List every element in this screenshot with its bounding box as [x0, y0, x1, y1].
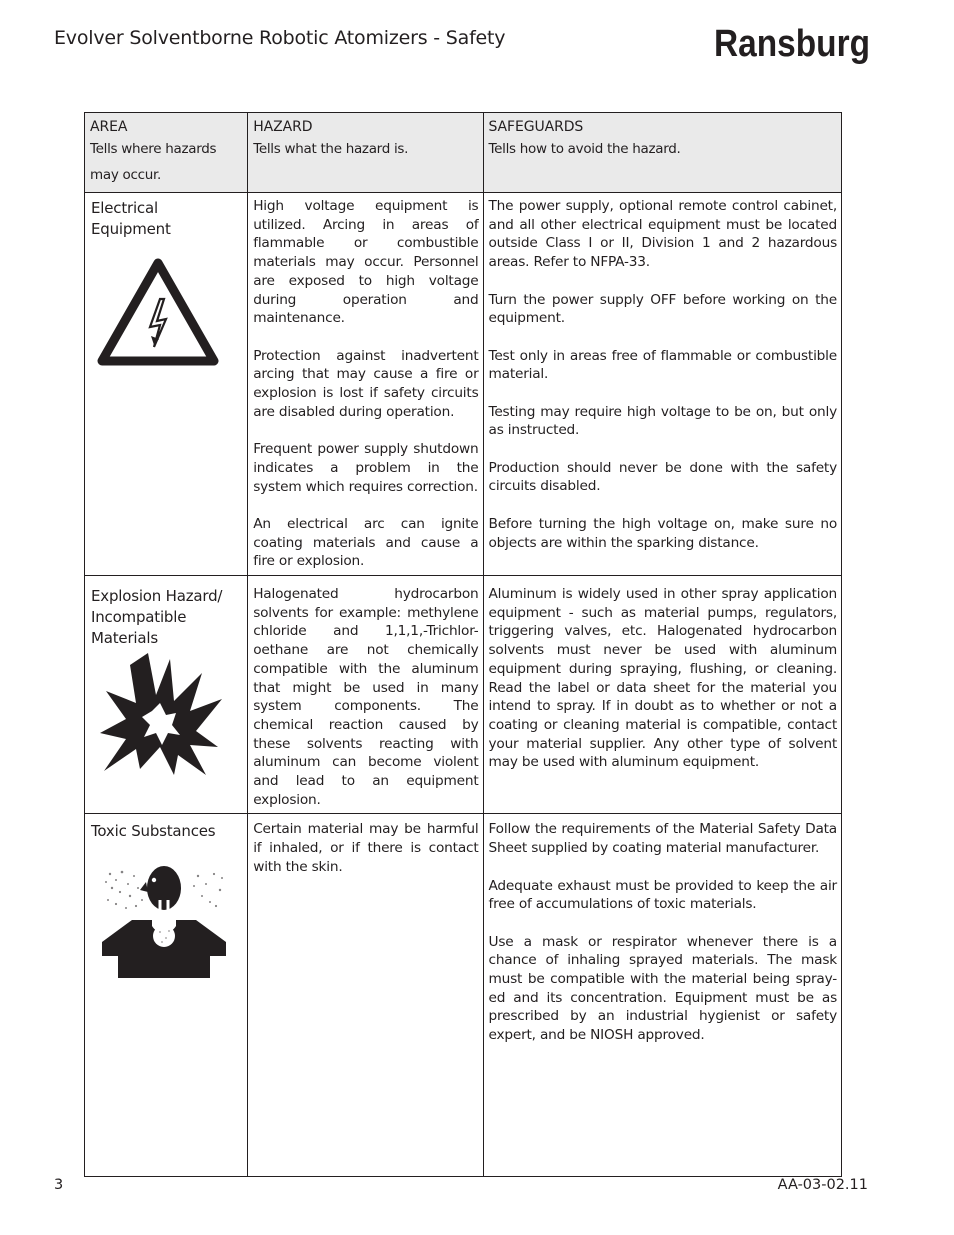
safeguard-paragraph: Production should never be done with the safety circuits disabled.	[488, 459, 837, 495]
header-hazard-title: HAZARD	[253, 119, 313, 135]
hazard-paragraph: High voltage equipment is utilized. Arcing in areas of flammable or combustible materials may occur. Personnel are exposed to high voltage during operation and maintenance.	[253, 198, 479, 327]
safeguard-paragraph: Aluminum is widely used in other spray application equipment - such as material pumps, regulators, triggering valves, etc. Halogenated hydrocarbon solvents must never be used with aluminum equipment during spraying, flushing, or cleaning. Read the label or data sheet for the material you intend to spray. If in doubt as to whether or not a coating or cleaning material is compatible, contact your material supplier. Any other type of solvent may be used with aluminum equipment.	[488, 586, 837, 771]
page-number: 3	[54, 1177, 64, 1193]
hazard-text	[248, 193, 482, 575]
hazard-paragraph: Certain material may be harmful if inhaled, or if there is contact with the skin.	[253, 821, 479, 875]
safeguards-text	[484, 193, 842, 556]
header-safeguards-desc: Tells how to avoid the hazard.	[488, 141, 681, 157]
hazard-paragraph: Frequent power supply shutdown indicates a problem in the system which requires correction.	[253, 441, 479, 495]
logo-text: Ransburg	[714, 23, 870, 65]
ransburg-logo	[714, 18, 874, 68]
safeguard-paragraph: Test only in areas free of flammable or combustible material.	[488, 347, 837, 383]
safeguards-text	[484, 576, 842, 776]
explosion-icon	[96, 651, 226, 781]
hazard-paragraph: Halogenated hydrocarbon solvents for example: methylene chloride and 1,1,1,-Trichlor-oethane are not chemically compatible with the aluminum that might be used in many system components. The chemical reaction caused by these solvents reacting with aluminum can become violent and lead to an equipment explosion.	[253, 586, 479, 808]
area-label: Toxic Substances	[91, 822, 216, 841]
table-header-row	[85, 113, 842, 193]
hazard-paragraph: An electrical arc can ignite coating materials and cause a fire or explosion.	[253, 515, 479, 570]
safeguard-paragraph: Turn the power supply OFF before working on the equipment.	[488, 291, 837, 327]
header-safeguards-title: SAFEGUARDS	[488, 119, 584, 135]
safeguard-paragraph: Before turning the high voltage on, make sure no objects are within the sparking distance.	[488, 515, 837, 551]
safety-table	[84, 112, 842, 1177]
document-title: Evolver Solventborne Robotic Atomizers - Safety	[54, 27, 506, 49]
table-row	[85, 193, 842, 576]
document-code: AA-03-02.11	[777, 1177, 868, 1193]
safeguard-paragraph: Testing may require high voltage to be on, but only as instructed.	[488, 403, 837, 439]
electrical-hazard-icon	[96, 257, 220, 369]
safeguard-paragraph: The power supply, optional remote control cabinet, and all other electrical equipment must be located outside Class I or II, Division 1 and 2 hazardous areas. Refer to NFPA-33.	[488, 198, 837, 271]
safeguard-paragraph: Adequate exhaust must be provided to keep the air free of accumulations of toxic materials.	[488, 877, 837, 913]
header-hazard-desc: Tells what the hazard is.	[253, 141, 409, 157]
toxic-inhalation-icon	[102, 856, 226, 978]
header-area-title: AREA	[90, 119, 128, 135]
hazard-text	[248, 576, 482, 813]
table-row	[85, 814, 842, 1177]
hazard-text	[248, 814, 482, 880]
safeguards-text	[484, 814, 842, 1048]
hazard-paragraph: Protection against inadvertent arcing that may cause a fire or explosion is lost if safety circuits are disabled during operation.	[253, 347, 479, 420]
safeguard-paragraph: Use a mask or respirator whenever there is a chance of inhaling sprayed materials. The mask must be compatible with the material being spray-ed and its concentration. Equipment must be as prescribed by an industrial hygienist or safety expert, and be NIOSH approved.	[488, 933, 837, 1044]
safeguard-paragraph: Follow the requirements of the Material Safety Data Sheet supplied by coating material manufacturer.	[488, 821, 837, 857]
header-area-desc: Tells where hazards may occur.	[90, 141, 217, 183]
area-label: Electrical Equipment	[91, 199, 171, 238]
table-row	[85, 576, 842, 814]
area-label: Explosion Hazard/ Incompatible Materials	[91, 587, 223, 648]
